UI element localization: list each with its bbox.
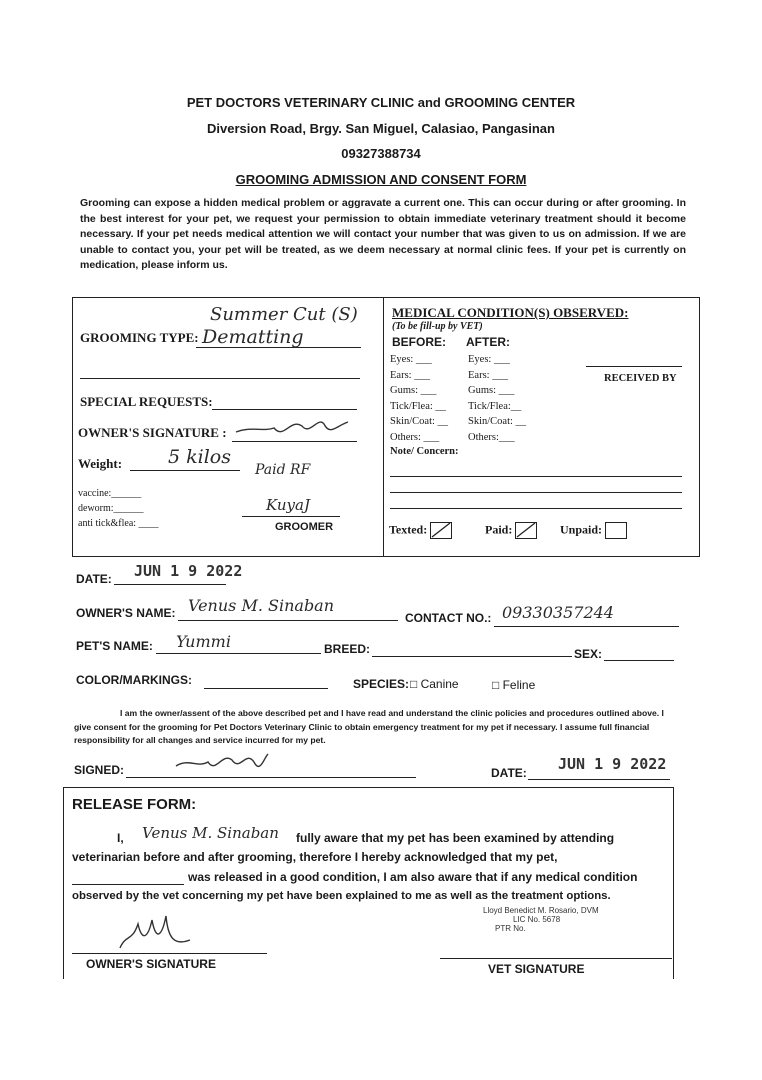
color-label: COLOR/MARKINGS:: [76, 673, 192, 687]
vet-stamp: [483, 906, 599, 933]
before-ears: Ears: ___: [390, 369, 430, 381]
received-by-label: RECEIVED BY: [604, 373, 677, 384]
sex-line: [604, 660, 674, 661]
signed-label: SIGNED:: [74, 763, 125, 777]
grooming-type-label: GROOMING TYPE:: [80, 330, 199, 345]
after-ears: Ears: ___: [468, 369, 508, 381]
release-title: RELEASE FORM:: [72, 796, 197, 813]
canine-option[interactable]: □ Canine: [410, 677, 459, 691]
texted-label: Texted:: [389, 522, 428, 537]
weight-label: Weight:: [78, 456, 123, 471]
release-vet-sig-line: [440, 958, 672, 959]
note-line-1: [390, 476, 682, 477]
special-requests-label: SPECIAL REQUESTS:: [80, 394, 213, 409]
paid-label: Paid:: [485, 522, 513, 537]
after-list: [468, 352, 526, 445]
release-pet-line: [72, 884, 184, 885]
clinic-address: Diversion Road, Brgy. San Miguel, Calasiao, Pangasinan: [207, 121, 555, 136]
owner-signature-scribble: [232, 412, 357, 444]
weight-line: [130, 470, 240, 471]
species-label: SPECIES:: [353, 677, 410, 691]
grooming-type-line-2: [80, 378, 360, 379]
release-text-1: fully aware that my pet has been examined by attending: [296, 831, 615, 845]
before-gums: Gums: ___: [390, 385, 437, 396]
medical-title: MEDICAL CONDITION(S) OBSERVED:: [392, 305, 629, 320]
signed-date-stamp: JUN 1 9 2022: [558, 755, 667, 773]
date-line: [114, 584, 226, 585]
after-skincoat: Skin/Coat: __: [468, 416, 527, 427]
owner-name-value: Venus M. Sinaban: [188, 596, 335, 615]
antitick-label: anti tick&flea: ____: [78, 518, 159, 529]
vet-stamp-lic: LIC No. 5678: [513, 915, 561, 924]
medical-subtitle: (To be fill-up by VET): [392, 321, 483, 332]
release-text: [72, 826, 672, 910]
box-divider: [383, 297, 384, 556]
contact-line: [494, 626, 679, 627]
color-line: [204, 688, 328, 689]
signed-line: [126, 777, 416, 778]
owner-name-line: [178, 620, 398, 621]
paid-field: [485, 522, 537, 539]
before-skincoat: Skin/Coat: __: [390, 416, 449, 427]
form-title: GROOMING ADMISSION AND CONSENT FORM: [235, 172, 527, 187]
before-eyes: Eyes: ___: [390, 354, 432, 365]
signed-date-label: DATE:: [491, 766, 527, 780]
unpaid-label: Unpaid:: [560, 522, 603, 537]
received-by-line: [586, 366, 682, 367]
intro-paragraph: Grooming can expose a hidden medical problem or aggravate a current one. This can occur during or after grooming. In the best interest for your pet, we request your permission to obtain immediate veterinary treatment should it become necessary. If your pet needs medical attention we will contact your number that was given to us on admission. If we are unable to contact you, your pet will be treated, as we deem necessary at normal clinic fees. If your pet is currently on medication, please inform us.: [80, 197, 686, 271]
sex-label: SEX:: [574, 647, 603, 661]
groomer-name: KuyaJ: [266, 496, 310, 514]
breed-line: [372, 656, 572, 657]
after-label: AFTER:: [466, 335, 510, 349]
pet-name-line: [156, 653, 321, 654]
date-label: DATE:: [76, 572, 112, 586]
weight-value: 5 kilos: [168, 446, 231, 468]
groomer-line: [242, 516, 340, 517]
deworm-label: deworm:______: [78, 503, 144, 514]
clinic-name: PET DOCTORS VETERINARY CLINIC and GROOMING CENTER: [186, 95, 576, 110]
owner-name-label: OWNER'S NAME:: [76, 606, 176, 620]
vet-stamp-ptr: PTR No.: [495, 924, 526, 933]
release-name-value: Venus M. Sinaban: [142, 824, 279, 842]
owner-signature-label: OWNER'S SIGNATURE :: [78, 425, 227, 440]
vet-stamp-name: Lloyd Benedict M. Rosario, DVM: [483, 906, 599, 915]
grooming-type-line: [196, 347, 361, 348]
after-gums: Gums: ___: [468, 385, 515, 396]
after-others: Others:___: [468, 431, 515, 443]
release-owner-sig-line: [72, 953, 267, 954]
owner-signature-line: [232, 441, 357, 442]
note-line-2: [390, 492, 682, 493]
clinic-phone: 09327388734: [341, 146, 421, 161]
breed-label: BREED:: [324, 642, 371, 656]
release-text-2: veterinarian before and after grooming, therefore I hereby acknowledged that my pet,: [72, 850, 558, 864]
texted-field: [389, 522, 452, 539]
feline-option[interactable]: □ Feline: [492, 678, 536, 692]
date-stamp: JUN 1 9 2022: [134, 562, 243, 580]
groomer-label: GROOMER: [275, 521, 334, 533]
release-vet-sig-label: VET SIGNATURE: [488, 962, 585, 976]
unpaid-field: [560, 522, 627, 539]
pet-name-value: Yummi: [176, 632, 231, 651]
note-line-3: [390, 508, 682, 509]
note-label: Note/ Concern:: [390, 446, 459, 457]
grooming-type-value: Dematting: [202, 326, 304, 348]
vaccine-label: vaccine:______: [78, 488, 142, 499]
paid-note: Paid RF: [255, 462, 311, 478]
signed-date-line: [528, 779, 670, 780]
grooming-type-note: Summer Cut (S): [210, 304, 358, 325]
release-owner-sig-label: OWNER'S SIGNATURE: [86, 957, 216, 971]
consent-paragraph: I am the owner/assent of the above described pet and I have read and understand the clinic policies and procedures outlined above. I give consent for the grooming for Pet Doctors Veterinary Clinic to obtain emergency treatment for my pet if necessary. I assume full financial responsibility for all changes and service incurred for my pet.: [74, 708, 664, 745]
before-others: Others: ___: [390, 431, 440, 443]
contact-value: 09330357244: [502, 603, 614, 622]
before-list: [390, 352, 448, 445]
release-text-3: was released in a good condition, I am also aware that if any medical condition: [188, 870, 638, 884]
pet-name-label: PET'S NAME:: [76, 639, 153, 653]
release-owner-signature-scribble: [110, 912, 200, 956]
contact-label: CONTACT NO.:: [405, 611, 492, 625]
special-requests-line: [212, 409, 357, 410]
before-label: BEFORE:: [392, 335, 446, 349]
paid-checkbox[interactable]: [515, 522, 537, 539]
release-i-label: I,: [117, 831, 124, 845]
texted-checkbox[interactable]: [430, 522, 452, 539]
release-text-4: observed by the vet concerning my pet have been explained to me as well as the treatment options.: [72, 890, 611, 902]
after-eyes: Eyes: ___: [468, 354, 510, 365]
unpaid-checkbox[interactable]: [605, 522, 627, 539]
before-tickflea: Tick/Flea: __: [390, 400, 446, 412]
after-tickflea: Tick/Flea:__: [468, 400, 522, 412]
